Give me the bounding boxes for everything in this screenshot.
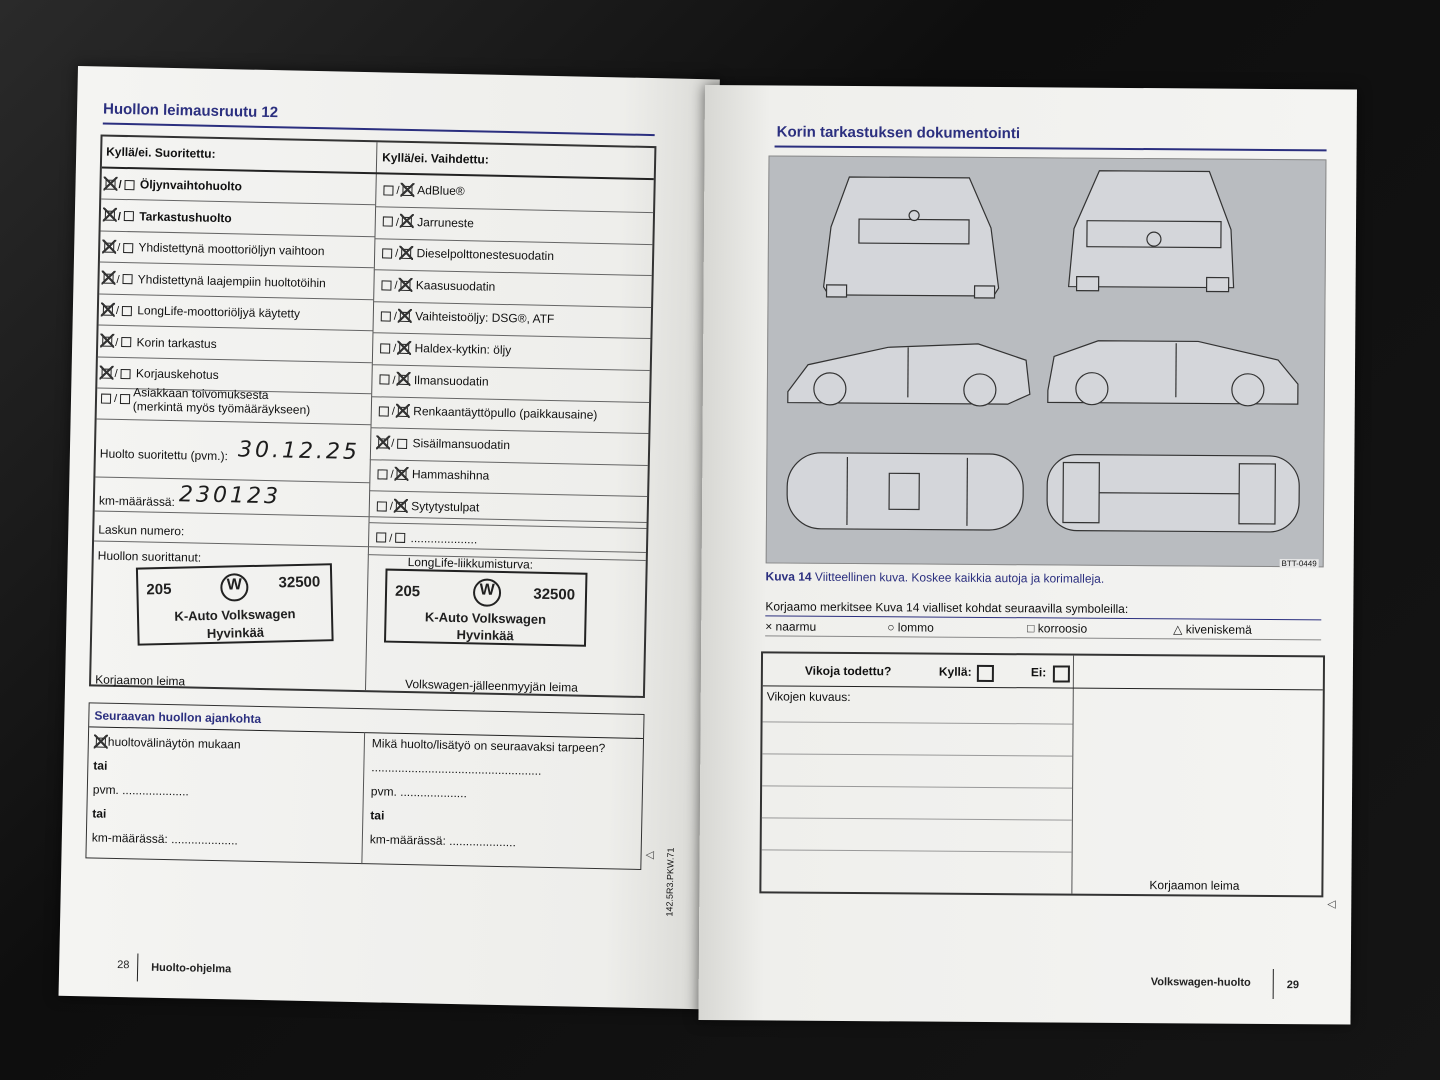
checkbox-checked[interactable] — [102, 337, 112, 347]
symbols-rule — [765, 615, 1321, 620]
dealer-stamp-label: Volkswagen-jälleenmyyjän leima — [404, 676, 579, 695]
checkbox[interactable] — [382, 248, 392, 258]
list-item: / Korin tarkastus — [100, 334, 217, 350]
checkbox-checked[interactable] — [104, 242, 114, 252]
car-diagram — [766, 155, 1327, 567]
checkbox[interactable] — [396, 502, 406, 512]
checkbox-checked[interactable] — [103, 305, 113, 315]
right-page — [698, 85, 1357, 1025]
checkbox[interactable] — [124, 211, 134, 221]
defects-yes-checkbox[interactable] — [977, 665, 994, 682]
customer-request-line2: (merkintä myös työmääräykseen) — [132, 399, 311, 417]
list-item: / Jarruneste — [381, 214, 474, 230]
next-service-line: pvm. .................... — [370, 784, 468, 801]
title-rule — [775, 145, 1327, 151]
list-item-label: .................... — [410, 530, 478, 547]
checkbox[interactable] — [397, 438, 407, 448]
page-title: Huollon leimausruutu 12 — [102, 100, 279, 122]
list-item-label: Haldex-kytkin: öljy — [414, 341, 512, 358]
performer-label: Huollon suorittanut: — [97, 548, 202, 565]
list-item: / Tarkastushuolto — [103, 208, 232, 225]
list-item-label: Hammashihna — [411, 467, 490, 484]
symbol-item — [1027, 621, 1087, 635]
checkbox[interactable] — [122, 306, 132, 316]
symbol-item — [765, 619, 816, 633]
symbol-label: kiveniskemä — [1185, 622, 1252, 637]
checkbox[interactable] — [121, 369, 131, 379]
checkbox[interactable] — [380, 343, 390, 353]
checkbox-checked[interactable] — [96, 737, 106, 747]
workshop-stamp-label: Korjaamon leima — [1149, 878, 1240, 893]
stamp-city: Hyvinkää — [456, 627, 514, 644]
list-item-label: Korin tarkastus — [136, 334, 217, 351]
checkbox[interactable] — [120, 394, 130, 404]
page-title: Korin tarkastuksen dokumentointi — [776, 123, 1021, 143]
defects-desc-label: Vikojen kuvaus: — [766, 689, 851, 705]
footer-divider — [1273, 969, 1274, 999]
checkbox[interactable] — [377, 501, 387, 511]
checkbox[interactable] — [401, 249, 411, 259]
list-item-label: Sisäilmansuodatin — [412, 435, 511, 452]
list-item-label: LongLife-moottoriöljyä käytetty — [137, 303, 301, 321]
col2-header: Kyllä/ei. Vaihdettu: — [382, 150, 489, 167]
km-value: 230123 — [178, 482, 282, 510]
stamp-left-number: 205 — [394, 582, 421, 601]
list-item-label: Dieselpolttonestesuodatin — [416, 246, 555, 264]
footer-divider — [137, 953, 139, 981]
car-left-side-view — [788, 343, 1030, 407]
list-item: / Sytytystulpat — [375, 498, 480, 514]
customer-request-line1: Asiakkaan toivomuksesta — [133, 385, 269, 403]
checkbox-checked[interactable] — [105, 211, 115, 221]
car-views-svg — [767, 156, 1326, 569]
symbol-item — [1173, 622, 1252, 637]
list-item-label: AdBlue® — [417, 183, 465, 199]
list-item-label: Yhdistettynä moottoriöljyn vaihtoon — [138, 240, 325, 259]
symbol-label: lommo — [897, 620, 934, 635]
list-item: / Korjauskehotus — [99, 366, 218, 382]
checkbox[interactable] — [396, 470, 406, 480]
checkbox-checked[interactable] — [103, 274, 113, 284]
list-item-label: Korjauskehotus — [135, 366, 219, 383]
workshop-stamp-label: Korjaamon leima — [95, 672, 186, 689]
checkbox[interactable] — [123, 274, 133, 284]
naarmu-symbol-icon: × — [765, 619, 776, 634]
checkbox[interactable] — [121, 337, 131, 347]
checkbox[interactable] — [378, 438, 388, 448]
next-service-line: km-määrässä: .................... — [369, 832, 517, 850]
list-item: / .................... — [374, 530, 477, 546]
list-item-label: Öljynvaihtohuolto — [139, 177, 243, 194]
car-rear-view — [824, 177, 1000, 298]
km-label: km-määrässä: — [98, 493, 176, 510]
workshop-stamp — [136, 563, 334, 645]
checkbox[interactable] — [399, 344, 409, 354]
service-date-value: 30.12.25 — [237, 437, 361, 465]
symbol-label: korroosio — [1037, 621, 1088, 636]
vw-logo-icon — [473, 578, 502, 607]
list-item: / Hammashihna — [375, 467, 489, 483]
checkbox[interactable] — [400, 280, 410, 290]
list-item: / Dieselpolttonestesuodatin — [380, 246, 554, 264]
service-date-label: Huolto suoritettu (pvm.): — [99, 446, 229, 464]
list-item-label: Jarruneste — [417, 214, 475, 230]
checkbox-checked[interactable] — [101, 368, 111, 378]
next-service-line: Mikä huolto/lisätyö on seuraavaksi tarpeen? — [371, 736, 606, 756]
checkbox-checked[interactable] — [105, 179, 115, 189]
list-item: / AdBlue® — [381, 182, 465, 198]
list-item: / — [99, 391, 132, 406]
checkbox[interactable] — [377, 470, 387, 480]
symbols-intro: Korjaamo merkitsee Kuva 14 vialliset kohdat seuraavilla symboleilla: — [765, 599, 1129, 616]
list-item: / Vaihteistoöljy: DSG®, ATF — [379, 309, 555, 327]
lommo-symbol-icon: ○ — [887, 620, 898, 635]
kiveniskemä-symbol-icon: △ — [1173, 622, 1186, 637]
list-item: / Haldex-kytkin: öljy — [378, 340, 511, 357]
footer-label: Volkswagen-huolto — [1150, 976, 1251, 989]
caption — [766, 569, 1105, 585]
checkbox[interactable] — [402, 186, 412, 196]
list-item-label: Kaasusuodatin — [415, 277, 496, 294]
checkbox[interactable] — [381, 312, 391, 322]
stamp-city: Hyvinkää — [206, 624, 265, 642]
checkbox[interactable] — [101, 393, 111, 403]
list-item: / Renkaantäyttöpullo (paikkausaine) — [377, 404, 598, 423]
next-service-title: Seuraavan huollon ajankohta — [94, 708, 262, 726]
stamp-left-number: 205 — [146, 580, 172, 599]
diagram-code: BTT-0449 — [1281, 559, 1317, 569]
dealer-stamp — [384, 569, 588, 647]
page-number: 29 — [1286, 979, 1300, 992]
list-item: / Kaasusuodatin — [379, 277, 495, 293]
stamp-right-number: 32500 — [533, 585, 576, 604]
caption-text: Viitteellinen kuva. Koskee kaikkia autoja ja korimalleja. — [814, 569, 1105, 586]
list-item-label: Tarkastushuolto — [139, 208, 232, 225]
car-top-view — [787, 453, 1024, 531]
checkbox[interactable] — [376, 533, 386, 543]
checkbox[interactable] — [383, 217, 393, 227]
car-right-side-view — [1048, 340, 1298, 406]
invoice-label: Laskun numero: — [98, 522, 185, 539]
vw-logo-icon — [220, 573, 249, 602]
customer-request-label — [133, 385, 311, 417]
defects-no-label: Ei: — [1030, 665, 1047, 680]
list-item-label: Yhdistettynä laajempiin huoltotöihin — [137, 271, 326, 290]
checkbox[interactable] — [402, 217, 412, 227]
next-service-line: ................................................... — [371, 760, 542, 778]
next-service-line: tai — [92, 806, 107, 821]
korroosio-symbol-icon: □ — [1027, 621, 1038, 636]
stamp-name: K-Auto Volkswagen — [424, 609, 547, 627]
list-item-label: Vaihteistoöljy: DSG®, ATF — [415, 309, 555, 327]
list-item: / Yhdistettynä moottoriöljyn vaihtoon — [102, 240, 325, 259]
next-service-line: tai — [370, 808, 385, 823]
list-item-label: Ilmansuodatin — [413, 372, 489, 389]
list-item: / Yhdistettynä laajempiin huoltotöihin — [101, 271, 326, 290]
list-item: / Ilmansuodatin — [377, 372, 488, 388]
continue-arrow-icon: ◁ — [645, 849, 655, 862]
list-item: / LongLife-moottoriöljyä käytetty — [101, 303, 300, 321]
symbol-label: naarmu — [775, 619, 817, 634]
next-service-option-label: huoltovälinäytön mukaan — [107, 734, 241, 752]
caption-label: Kuva 14 — [765, 569, 812, 584]
next-service-line: pvm. .................... — [92, 782, 190, 799]
page-number: 28 — [117, 959, 130, 972]
checkbox[interactable] — [398, 375, 408, 385]
checkbox[interactable] — [381, 280, 391, 290]
checkbox[interactable] — [400, 312, 410, 322]
checkbox[interactable] — [379, 375, 389, 385]
checkbox[interactable] — [123, 243, 133, 253]
defects-yes-label: Kyllä: — [938, 664, 972, 679]
list-item: / Öljynvaihtohuolto — [103, 177, 242, 194]
next-service-line: tai — [93, 758, 108, 773]
side-code: 142.5R3.PKW.71 — [664, 847, 676, 917]
checkbox[interactable] — [383, 185, 393, 195]
checkbox[interactable] — [124, 180, 134, 190]
list-item: / Sisäilmansuodatin — [376, 435, 510, 452]
defects-question: Vikoja todettu? — [804, 663, 892, 679]
next-service-line: km-määrässä: .................... — [91, 830, 238, 848]
stamp-name: K-Auto Volkswagen — [174, 606, 296, 624]
col1-header: Kyllä/ei. Suoritettu: — [106, 144, 216, 161]
title-rule — [103, 123, 655, 137]
symbol-item — [887, 620, 934, 634]
footer-label: Huolto-ohjelma — [151, 961, 232, 976]
longlife-label: LongLife-liikkumisturva: — [407, 555, 534, 572]
list-item-label: Renkaantäyttöpullo (paikkausaine) — [413, 404, 598, 423]
checkbox[interactable] — [379, 406, 389, 416]
defects-no-checkbox[interactable] — [1053, 665, 1070, 682]
car-underbody-view — [1047, 454, 1300, 532]
car-front-view — [1069, 171, 1235, 292]
stamp-right-number: 32500 — [278, 573, 321, 592]
list-item-label: Sytytystulpat — [411, 499, 480, 515]
checkbox[interactable] — [398, 407, 408, 417]
continue-arrow-icon: ◁ — [1327, 898, 1336, 911]
checkbox[interactable] — [395, 533, 405, 543]
left-page — [59, 66, 720, 1009]
